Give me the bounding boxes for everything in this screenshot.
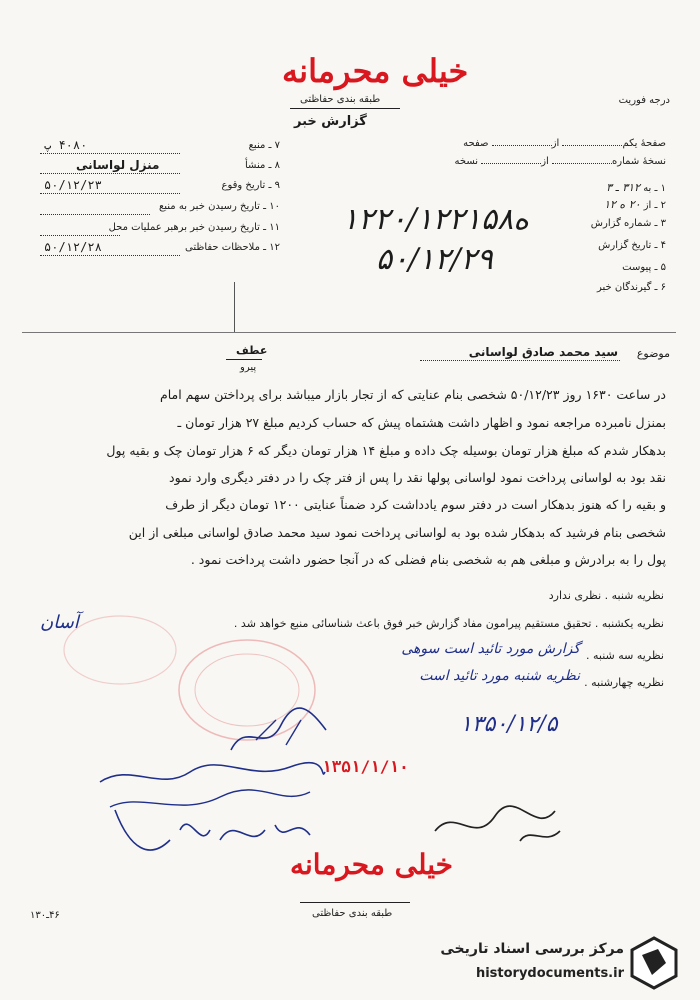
body-line-5: و بقیه را که هنوز بدهکار است در دفتر سوم یادداشت کرد ضمناً عنایتی ۱۲۰۰ تومان دیگر از طرف xyxy=(165,497,666,512)
field-security-notes: ۱۲ ـ ملاحظات حفاظتی ۵۰/۱۲/۲۸ xyxy=(44,240,280,254)
report-number-handwritten: ۱۲ه۲۰/۱۲۲۱۵۸ xyxy=(342,202,529,237)
priority-label: درجه فوریت xyxy=(618,95,670,106)
field-source-receipt-date: ۱۰ ـ تاریخ رسیدن خبر به منبع xyxy=(158,201,280,212)
field-source: ۷ ـ منبع ۴۰۸۰ پ xyxy=(44,138,280,152)
subject-value: سید محمد صادق لواسانی xyxy=(468,345,618,359)
margin-note-followup: پیرو xyxy=(240,362,257,373)
field-recipients-label: ۶ ـ گیرندگان خبر xyxy=(596,282,666,293)
field-operation-receipt-date: ۱۱ ـ تاریخ رسیدن خبر برهبر عملیات محل xyxy=(108,222,280,233)
report-title: گزارش خبر xyxy=(294,114,367,129)
opinion-sunday: نظریه یکشنبه . تحقیق مستقیم پیرامون مفاد گزارش خبر فوق باعث شناسائی منبع خواهد شد . xyxy=(233,617,664,630)
field-copy-number: نسخهٔ شماره از نسخه xyxy=(454,156,666,167)
watermark-logo-icon xyxy=(628,935,680,991)
opinion-saturday: نظریه شنبه . نظری ندارد xyxy=(548,589,664,602)
body-line-4: نقد بود به لواسانی پرداخت نمود لواسانی پولها نقد را پس از فتر چک را در دفتر دیگری وارد نمود xyxy=(169,470,666,485)
body-line-1: در ساعت ۱۶۳۰ روز ۵۰/۱۲/۲۳ شخصی بنام عنایتی که از تجار بازار میباشد برای پرداختن سهم امام xyxy=(159,387,666,402)
body-line-7: پول را به برادرش و مبلغی هم به شخصی بنام فضلی که در آنجا حضور داشت پرداخت نمود . xyxy=(190,552,666,567)
classification-rule xyxy=(290,108,400,109)
form-number: ۴۶ـ۱۳۰ xyxy=(30,910,60,921)
signature-mark-1 xyxy=(226,700,336,760)
body-line-3: بدهکار شدم که مبلغ هزار تومان بوسیله چک داده و مبلغ ۱۴ هزار تومان دیگر که ۶ هزار تومان چک و بقیه پول xyxy=(106,443,666,458)
opinion-tuesday-handwritten: گزارش مورد تائید است سوهی xyxy=(401,641,580,657)
field-page: صفحهٔ یکم از صفحه xyxy=(463,138,666,149)
classification-stamp-top: خیلی محرمانه xyxy=(282,52,469,90)
operation-receipt-dots xyxy=(40,235,120,236)
security-notes-dots xyxy=(40,255,180,256)
margin-note-rule xyxy=(226,359,262,360)
origin-dots xyxy=(40,173,180,174)
source-receipt-dots xyxy=(40,214,150,215)
opinion-sunday-handwritten: آسان xyxy=(40,612,79,633)
footer-classification-label: طبقه بندی حفاظتی xyxy=(312,908,393,919)
occurrence-dots xyxy=(40,193,180,194)
section-separator xyxy=(22,332,676,333)
watermark-title: مرکز بررسی اسناد تاریخی xyxy=(440,941,624,957)
watermark-url: historydocuments.ir xyxy=(475,966,624,981)
field-origin: ۸ ـ منشأ منزل لواسانی xyxy=(76,158,280,172)
report-date-handwritten: ۵۰/۱۲/۲۹ xyxy=(376,242,493,277)
date-stamp: ۱۳۵۱/۱/۱۰ xyxy=(322,757,409,776)
frame-vertical-line xyxy=(234,282,235,332)
body-line-6: شخصی بنام فرشید که بدهکار شده بود به لواسانی پرداخت نمود سید محمد صادق لواسانی مبلغی از این xyxy=(128,525,666,540)
signature-date: ۱۳۵۰/۱۲/۵ xyxy=(460,712,558,737)
source-dots xyxy=(40,153,180,154)
field-report-number-label: ۳ ـ شماره گزارش xyxy=(590,218,666,229)
field-occurrence-date: ۹ ـ تاریخ وقوع ۵۰/۱۲/۲۳ xyxy=(44,178,280,192)
opinion-wednesday-handwritten: نظریه شنبه مورد تائید است xyxy=(419,668,580,684)
opinion-tuesday: نظریه سه شنبه . xyxy=(586,649,664,662)
faint-seal-left xyxy=(60,610,180,690)
field-attachment-label: ۵ ـ پیوست xyxy=(622,262,666,273)
footer-classification-rule xyxy=(300,902,410,903)
classification-stamp-bottom: خیلی محرمانه xyxy=(290,848,453,881)
field-report-date-label: ۴ ـ تاریخ گزارش xyxy=(598,240,666,251)
field-from: ۲ ـ از ۲۰ ه ۱۲ xyxy=(604,198,666,211)
body-line-2: بمنزل نامبرده مراجعه نمود و اظهار داشت هشتماه پیش که حساب کردیم مبلغ ۲۷ هزار تومان ـ xyxy=(177,415,666,430)
subject-label: موضوع xyxy=(636,347,670,360)
black-annotation-signature xyxy=(430,796,580,856)
opinion-wednesday: نظریه چهارشنبه . xyxy=(584,676,664,689)
field-to: ۱ ـ به ۳۱۲ ـ ۳ xyxy=(606,181,666,194)
subject-dots xyxy=(420,360,620,361)
classification-label: طبقه بندی حفاظتی xyxy=(300,94,381,105)
margin-note-ref: عطف xyxy=(236,344,268,357)
